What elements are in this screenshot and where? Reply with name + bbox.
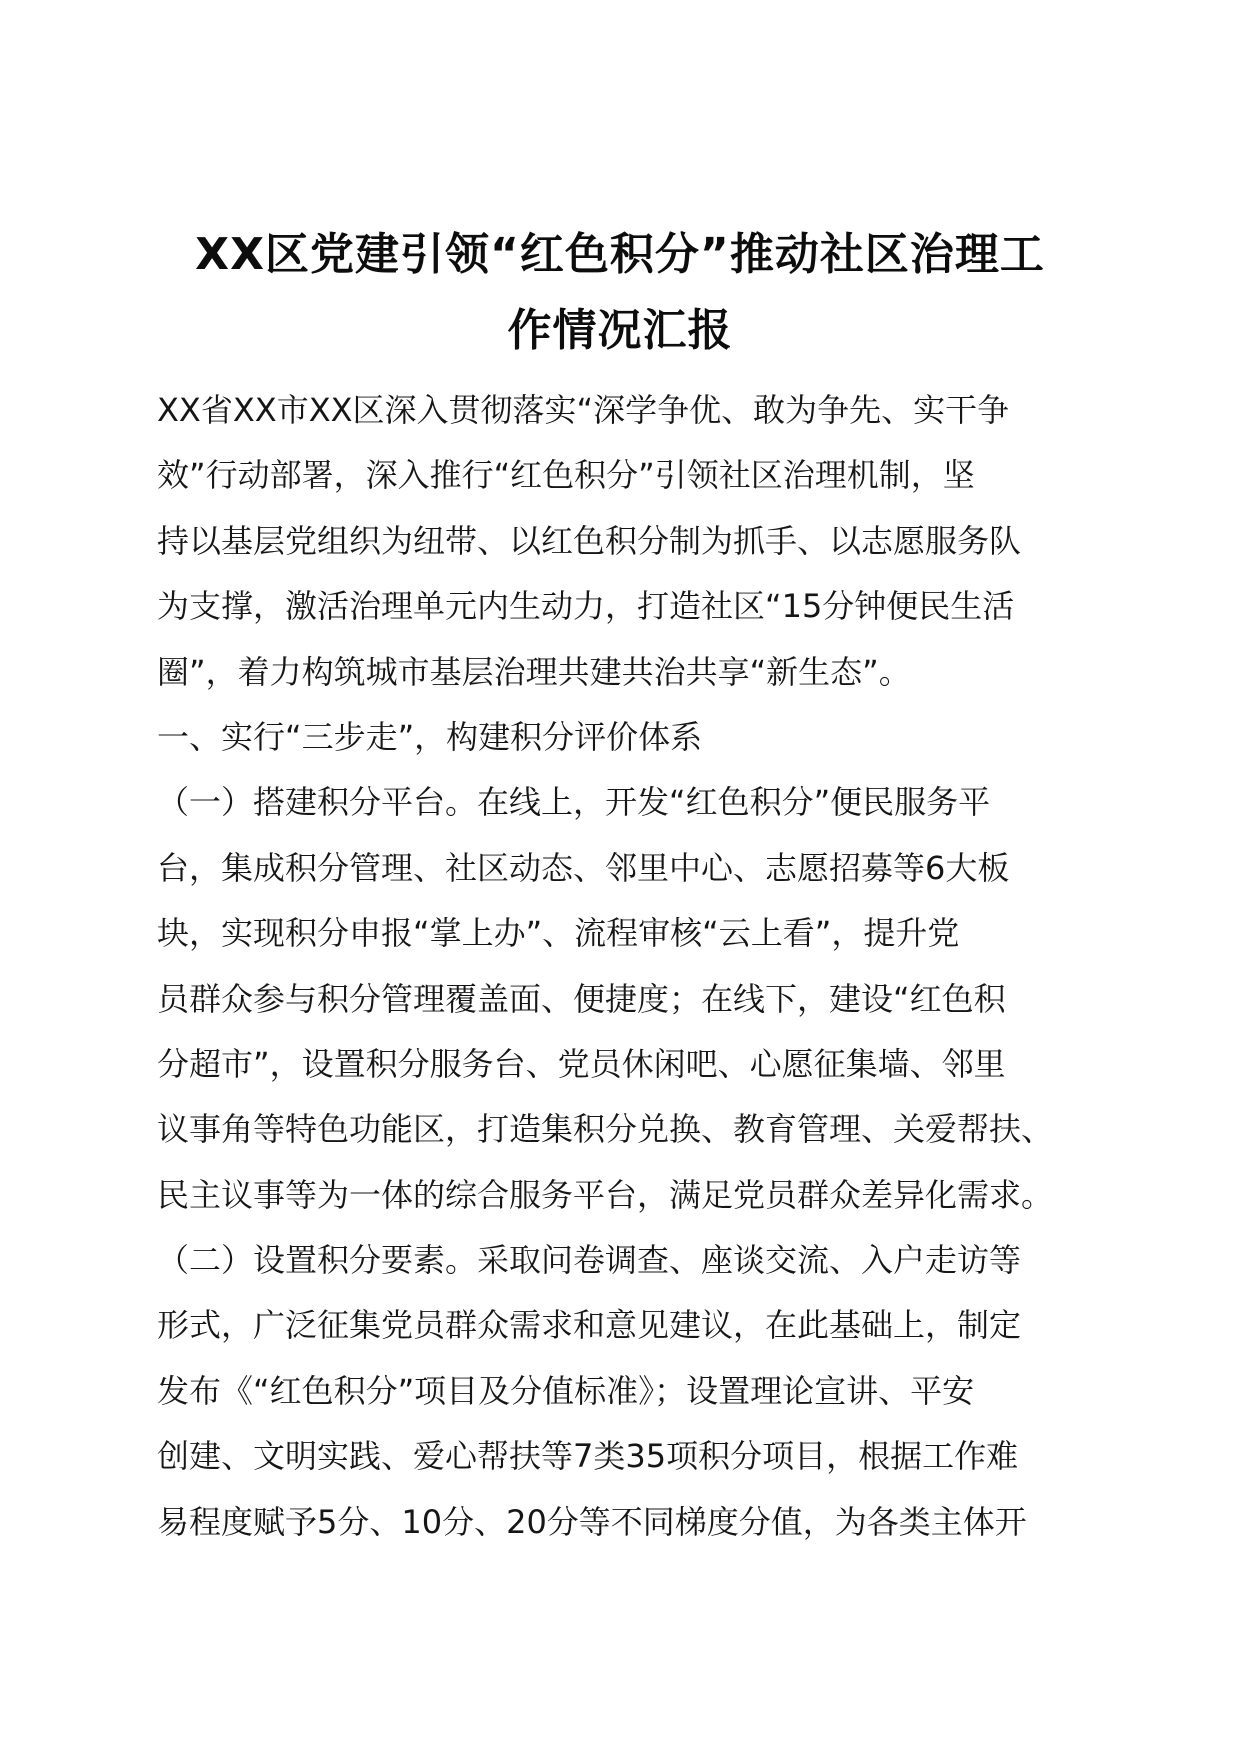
body-line: 创建、文明实践、爱心帮扶等7类35项积分项目，根据工作难 — [157, 1437, 1019, 1476]
body-line: 持以基层党组织为纽带、以红色积分制为抓手、以志愿服务队 — [157, 521, 1022, 560]
body-line: 台，集成积分管理、社区动态、邻里中心、志愿招募等6大板 — [157, 848, 1010, 887]
body-line: 圈”，着力构筑城市基层治理共建共治共享“新生态”。 — [157, 652, 911, 691]
body-line: 为支撑，激活治理单元内生动力，打造社区“15分钟便民生活 — [157, 587, 1015, 626]
section-heading: 一、实行“三步走”，构建积分评价体系 — [157, 717, 703, 756]
document-body — [157, 378, 1097, 1555]
body-line: XX省XX市XX区深入贯彻落实“深学争优、敢为争先、实干争 — [157, 391, 1010, 429]
body-line: 易程度赋予5分、10分、20分等不同梯度分值，为各类主体开 — [157, 1502, 1027, 1541]
body-line: 分超市”，设置积分服务台、党员休闲吧、心愿征集墙、邻里 — [157, 1044, 1006, 1083]
body-line: 效”行动部署，深入推行“红色积分”引领社区治理机制，坚 — [157, 456, 975, 495]
body-line: 块，实现积分申报“掌上办”、流程审核“云上看”，提升党 — [157, 914, 960, 953]
body-line: 议事角等特色功能区，打造集积分兑换、教育管理、关爱帮扶、 — [157, 1110, 1054, 1149]
body-line: 发布《“红色积分”项目及分值标准》；设置理论宣讲、平安 — [157, 1371, 975, 1410]
body-line: （一）搭建积分平台。在线上，开发“红色积分”便民服务平 — [157, 783, 991, 822]
body-line: 员群众参与积分管理覆盖面、便捷度；在线下，建设“红色积 — [157, 979, 1006, 1018]
title-line-2: 作情况汇报 — [507, 305, 733, 357]
title-line-1: XX区党建引领“红色积分”推动社区治理工 — [195, 229, 1045, 281]
body-line: 形式，广泛征集党员群众需求和意见建议，在此基础上，制定 — [157, 1306, 1022, 1345]
body-line: （二）设置积分要素。采取问卷调查、座谈交流、入户走访等 — [157, 1241, 1022, 1280]
document-title — [150, 217, 1090, 369]
body-line: 民主议事等为一体的综合服务平台，满足党员群众差异化需求。 — [157, 1175, 1054, 1214]
